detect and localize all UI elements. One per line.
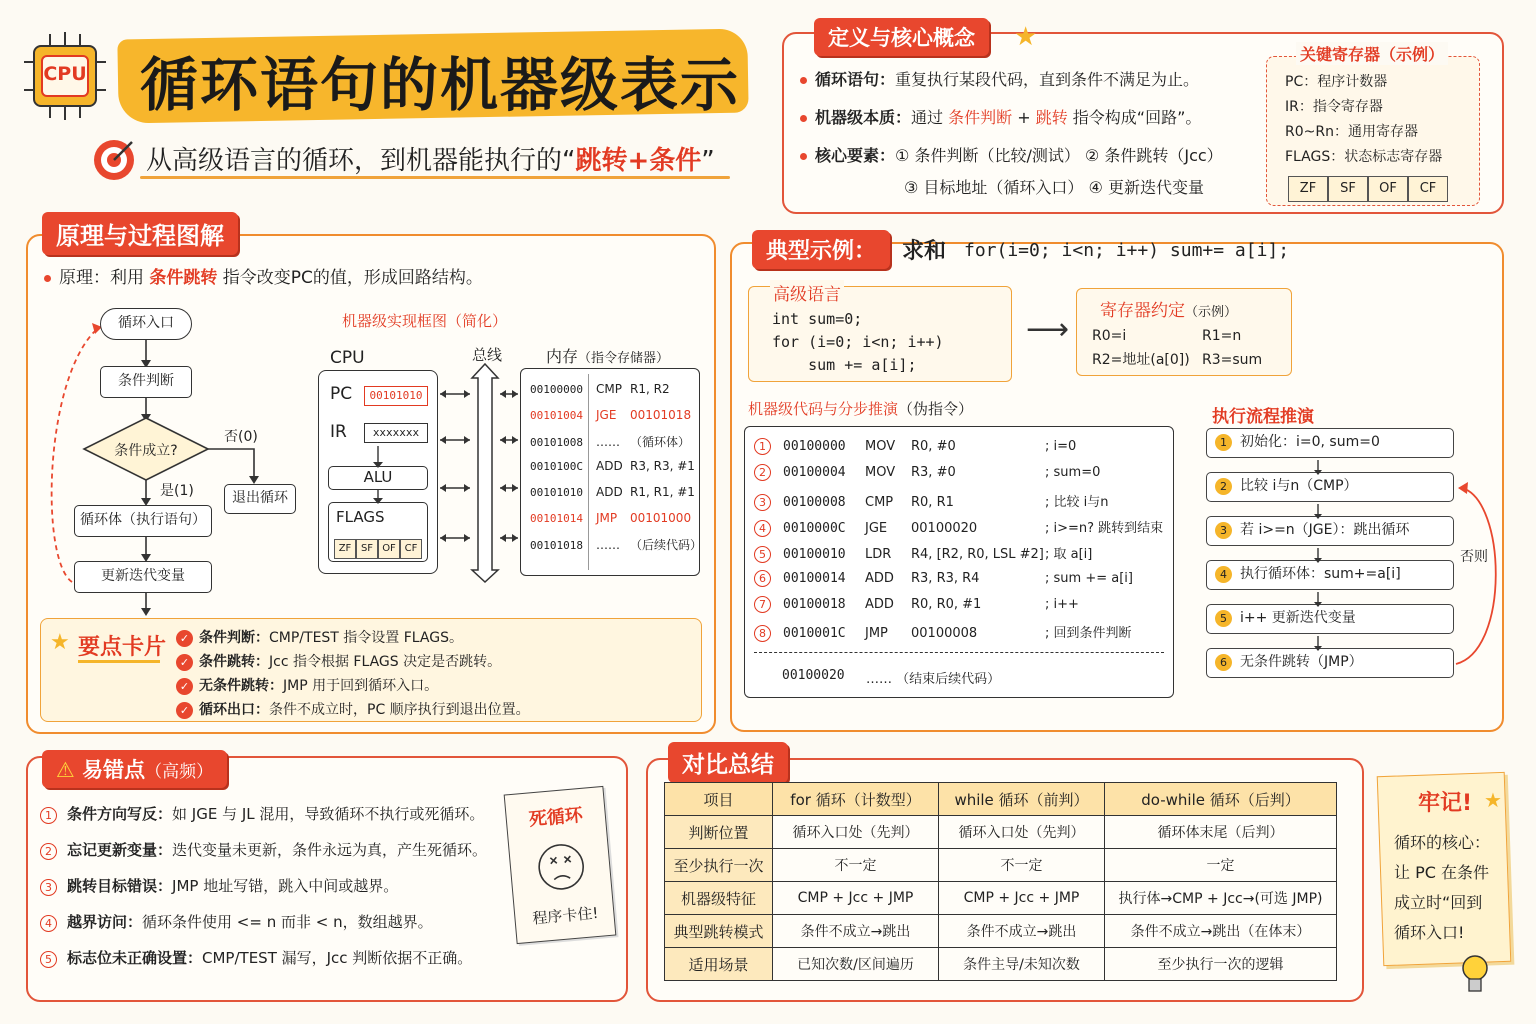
mistake-value: CMP/TEST 漏写，Jcc 判断依据不正确。 — [202, 949, 473, 967]
mc-op: MOV — [865, 465, 896, 481]
flow-judge: 条件判断 — [100, 366, 192, 398]
keycard-key: 循环出口： — [199, 702, 269, 718]
mc-addr: 00100008 — [783, 494, 846, 510]
mc-comment: ; 比较 i与n — [1045, 494, 1109, 510]
mistake-number: 2 — [40, 843, 57, 860]
remember-line: 循环的核心： — [1394, 833, 1491, 852]
hl-code-line: sum += a[i]; — [772, 356, 917, 374]
memory-addr: 00101008 — [530, 436, 583, 450]
mistake-item — [40, 796, 487, 832]
compare-cell: 至少执行一次的逻辑 — [1105, 948, 1337, 981]
compare-cell: 循环体末尾（后判） — [1105, 816, 1337, 849]
compare-cell: 循环入口处（先判） — [773, 816, 939, 849]
ir-register: xxxxxxx — [364, 423, 428, 443]
key-registers-title: 关键寄存器（示例） — [1296, 42, 1448, 65]
mc-comment: ; i>=n? 跳转到结束 — [1045, 520, 1164, 536]
reg-convention-title: 寄存器约定（示例） — [1100, 301, 1238, 321]
mc-step-number: 4 — [754, 520, 771, 537]
compare-cell: CMP + Jcc + JMP — [773, 882, 939, 915]
remember-star-icon: ★ — [1484, 788, 1502, 812]
mc-step-number: 8 — [754, 625, 771, 642]
mc-op: ADD — [865, 596, 894, 612]
memory-addr: 00101010 — [530, 485, 583, 499]
mc-op: CMP — [865, 494, 894, 510]
hl-code-title: 高级语言 — [770, 280, 844, 305]
mistake-item — [40, 832, 487, 868]
keycard-key: 条件跳转： — [199, 654, 269, 670]
check-icon: ✓ — [176, 654, 193, 671]
compare-cell: 执行体→CMP + Jcc→(可选 JMP) — [1105, 882, 1337, 915]
compare-cell: 条件不成立→跳出（在体末） — [1105, 915, 1337, 948]
key-register-item: PC：程序计数器 — [1285, 74, 1388, 90]
mc-step-number: 1 — [754, 438, 771, 455]
pc-label: PC — [330, 384, 353, 404]
compare-cell: CMP + Jcc + JMP — [939, 882, 1105, 915]
keycard-star-icon: ★ — [50, 630, 70, 655]
memory-addr: 00101018 — [530, 539, 583, 553]
compare-table-wrap — [664, 782, 1337, 981]
mistake-value: 迭代变量未更新，条件永远为真，产生死循环。 — [172, 841, 488, 859]
mc-step-number: 2 — [754, 464, 771, 481]
flow-entry: 循环入口 — [100, 308, 192, 340]
mistake-item — [40, 904, 487, 940]
dead-loop-card — [504, 786, 617, 944]
compare-cell: 条件不成立→跳出 — [773, 915, 939, 948]
exec-step-text: 比较 i与n（CMP） — [1240, 478, 1358, 494]
flow-update: 更新迭代变量 — [74, 561, 212, 593]
mc-arg: 00100020 — [911, 520, 978, 536]
mistakes-tag: ⚠ 易错点（高频） — [42, 750, 227, 788]
compare-header-cell: for 循环（计数型） — [773, 783, 939, 816]
exec-step-text: 执行循环体：sum+=a[i] — [1240, 566, 1401, 582]
pc-register: 00101010 — [364, 386, 428, 406]
mistake-key: 条件方向写反： — [67, 805, 173, 823]
flags-label: FLAGS — [336, 508, 385, 526]
compare-row — [665, 915, 1337, 948]
arch-flag-cell: OF — [378, 539, 400, 559]
mc-comment: ; i=0 — [1045, 439, 1077, 454]
example-tag-sum: 求和 — [902, 239, 947, 264]
def-bullet-elements-2: ③ 目标地址（循环入口） ④ 更新迭代变量 — [904, 178, 1204, 197]
arch-bus-label: 总线 — [472, 346, 503, 364]
memory-arg: 00101018 — [630, 407, 692, 422]
mistake-number: 1 — [40, 807, 57, 824]
memory-op: CMP — [596, 382, 622, 396]
compare-header-cell: 项目 — [665, 783, 773, 816]
dead-loop-foot: 程序卡住! — [531, 903, 600, 928]
flow-no-label: 否(0) — [224, 429, 258, 445]
mc-addr: 00100000 — [783, 439, 846, 454]
mc-op: MOV — [865, 439, 896, 454]
lightbulb-icon — [1460, 952, 1490, 998]
principle-tag: 原理与过程图解 — [42, 212, 238, 255]
mistake-value: JMP 地址写错，跳入中间或越界。 — [172, 877, 399, 895]
mc-op: LDR — [865, 547, 892, 563]
mc-step-number: 5 — [754, 546, 771, 563]
mistake-number: 4 — [40, 915, 57, 932]
warning-icon: ⚠ — [56, 758, 83, 782]
compare-header-cell: do-while 循环（后判） — [1105, 783, 1337, 816]
arch-mem-label: 内存（指令存储器） — [546, 347, 670, 366]
arch-flag-cell: ZF — [334, 539, 356, 559]
keycard-key: 无条件跳转： — [199, 678, 283, 694]
mistake-item — [40, 868, 487, 904]
flow-exit: 退出循环 — [224, 484, 296, 514]
memory-addr: 00100000 — [530, 383, 583, 396]
exec-step-number: 4 — [1215, 566, 1232, 583]
remember-line: 让 PC 在条件 — [1394, 863, 1489, 882]
memory-op: …… — [596, 435, 620, 450]
compare-cell: 不一定 — [939, 849, 1105, 882]
hl-code-line: int sum=0; — [772, 310, 863, 328]
memory-arg: R1, R1, #1 — [630, 484, 695, 499]
def-bullet-elements: 核心要素：① 条件判断（比较/测试） ② 条件跳转（Jcc） — [800, 146, 1223, 166]
arch-cpu-label: CPU — [330, 348, 365, 368]
exec-step-text: 初始化：i=0, sum=0 — [1240, 434, 1380, 450]
flow-condition: 条件成立? — [114, 443, 178, 459]
mc-comment: ; i++ — [1045, 596, 1079, 612]
exec-step-text: 无条件跳转（JMP） — [1240, 654, 1363, 670]
mistake-number: 3 — [40, 879, 57, 896]
arrow-right-icon: ⟶ — [1026, 312, 1070, 347]
compare-header-row — [665, 783, 1337, 816]
mistake-value: 循环条件使用 <= n 而非 < n，数组越界。 — [142, 913, 433, 931]
check-icon: ✓ — [176, 678, 193, 695]
exec-step-number: 2 — [1215, 478, 1232, 495]
definition-tag: 定义与核心概念 — [814, 18, 989, 56]
mistake-number: 5 — [40, 951, 57, 968]
mistake-key: 越界访问： — [67, 913, 143, 931]
mc-op: JGE — [865, 520, 888, 536]
memory-op: JMP — [596, 510, 618, 525]
check-icon: ✓ — [176, 702, 193, 719]
mc-comment: ; 取 a[i] — [1045, 547, 1093, 563]
compare-cell: 条件不成立→跳出 — [939, 915, 1105, 948]
dead-loop-title: 死循环 — [528, 804, 584, 831]
principle-line: 原理：利用 条件跳转 指令改变PC的值，形成回路结构。 — [44, 268, 483, 288]
remember-line: 循环入口! — [1394, 923, 1465, 942]
key-register-item: IR：指令寄存器 — [1285, 99, 1383, 115]
def-bullet-loop: 循环语句：重复执行某段代码，直到条件不满足为止。 — [800, 70, 1199, 90]
cpu-label: CPU — [43, 63, 87, 85]
mistake-item — [40, 940, 487, 976]
compare-row-header: 典型跳转模式 — [665, 915, 773, 948]
mc-comment: ; sum=0 — [1045, 465, 1101, 481]
mc-arg: R3, R3, R4 — [911, 570, 980, 586]
arch-title: 机器级实现框图（简化） — [342, 312, 508, 330]
compare-body — [665, 816, 1337, 981]
hl-code-line: for (i=0; i<n; i++) — [772, 333, 944, 351]
mc-addr: 00100018 — [783, 596, 846, 612]
flag-cell: OF — [1368, 176, 1408, 202]
example-code-line: for(i=0; i<n; i++) sum+= a[i]; — [964, 240, 1290, 261]
mc-addr: 00100010 — [783, 547, 846, 563]
ir-label: IR — [330, 422, 347, 442]
reg-convention-item: R3=sum — [1202, 352, 1263, 368]
exec-flow-else: 否则 — [1460, 549, 1488, 565]
example-tag: 典型示例： — [752, 230, 890, 269]
memory-op: JGE — [596, 407, 617, 422]
mc-end-addr: 00100020 — [782, 668, 845, 683]
arch-flag-cell: CF — [400, 539, 422, 559]
mc-arg: R0, R0, #1 — [911, 596, 982, 612]
mc-step-number: 6 — [754, 570, 771, 587]
memory-addr: 00101014 — [530, 511, 583, 525]
compare-row-header: 机器级特征 — [665, 882, 773, 915]
compare-cell: 一定 — [1105, 849, 1337, 882]
memory-addr: 00101004 — [530, 408, 583, 422]
mistake-key: 跳转目标错误： — [67, 877, 173, 895]
compare-cell: 不一定 — [773, 849, 939, 882]
mc-comment: ; 回到条件判断 — [1045, 626, 1132, 642]
remember-line: 成立时“回到 — [1394, 893, 1483, 912]
alu-box: ALU — [328, 466, 428, 490]
key-register-item: R0~Rn：通用寄存器 — [1285, 124, 1418, 140]
keycard-value: 条件不成立时，PC 顺序执行到退出位置。 — [269, 702, 530, 718]
exec-flow-title: 执行流程推演 — [1212, 407, 1314, 427]
compare-row-header: 适用场景 — [665, 948, 773, 981]
mc-arg: 00100008 — [911, 626, 978, 642]
exec-step-number: 1 — [1215, 434, 1232, 451]
keycard-value: CMP/TEST 指令设置 FLAGS。 — [269, 630, 463, 646]
compare-row — [665, 816, 1337, 849]
compare-cell: 条件主导/未知次数 — [939, 948, 1105, 981]
memory-arg: R3, R3, #1 — [630, 459, 695, 474]
exec-step-number: 6 — [1215, 654, 1232, 671]
keycard-title: 要点卡片 — [78, 635, 167, 660]
flag-cell: ZF — [1288, 176, 1328, 202]
keycard-key: 条件判断： — [199, 630, 269, 646]
mc-arg: R0, #0 — [911, 439, 956, 454]
def-bullet-essence: 机器级本质：通过 条件判断 + 跳转 指令构成“回路”。 — [800, 108, 1201, 128]
keycard-value: Jcc 指令根据 FLAGS 决定是否跳转。 — [269, 654, 502, 670]
memory-op: ADD — [596, 484, 623, 499]
arch-flag-cell: SF — [356, 539, 378, 559]
memory-op: ADD — [596, 459, 623, 474]
keycard-value: JMP 用于回到循环入口。 — [283, 678, 439, 694]
check-icon: ✓ — [176, 630, 193, 647]
mc-arg: R4, [R2, R0, LSL #2] — [911, 547, 1044, 563]
compare-row-header: 至少执行一次 — [665, 849, 773, 882]
mc-addr: 0010000C — [783, 520, 846, 536]
memory-arg: R1, R2 — [630, 382, 670, 396]
mistake-value: 如 JGE 与 JL 混用，导致循环不执行或死循环。 — [172, 805, 485, 823]
reg-convention-item: R2=地址(a[0]) — [1092, 352, 1190, 368]
mc-end-text: …… （结束后续代码） — [866, 672, 1001, 687]
compare-table — [664, 782, 1337, 981]
flow-body: 循环体（执行语句） — [74, 505, 212, 537]
memory-op: …… — [596, 538, 620, 553]
compare-tag: 对比总结 — [668, 742, 788, 783]
exec-step-text: i++ 更新迭代变量 — [1240, 610, 1356, 626]
exec-step-number: 5 — [1215, 610, 1232, 627]
reg-convention-item: R1=n — [1202, 328, 1242, 344]
memory-addr: 0010100C — [530, 460, 583, 474]
star-icon: ★ — [1014, 22, 1038, 52]
flow-yes-label: 是(1) — [160, 483, 194, 499]
page-title: 循环语句的机器级表示 — [140, 51, 741, 119]
compare-header-cell: while 循环（前判） — [939, 783, 1105, 816]
mc-addr: 00100004 — [783, 465, 846, 481]
compare-row-header: 判断位置 — [665, 816, 773, 849]
compare-row — [665, 882, 1337, 915]
mc-op: JMP — [865, 626, 888, 642]
flag-cell: CF — [1408, 176, 1448, 202]
key-register-item: FLAGS：状态标志寄存器 — [1285, 149, 1443, 165]
subtitle: 从高级语言的循环，到机器能执行的“跳转+条件” — [146, 146, 715, 176]
compare-cell: 循环入口处（先判） — [939, 816, 1105, 849]
exec-step-text: 若 i>=n（JGE）：跳出循环 — [1240, 522, 1410, 538]
mistake-items — [40, 796, 487, 976]
compare-cell: 已知次数/区间遍历 — [773, 948, 939, 981]
mc-addr: 0010001C — [783, 626, 846, 642]
reg-convention-item: R0=i — [1092, 328, 1127, 344]
mc-step-number: 3 — [754, 494, 771, 511]
mc-arg: R3, #0 — [911, 465, 956, 481]
remember-lines — [1394, 828, 1490, 948]
mistake-key: 忘记更新变量： — [67, 841, 173, 859]
mistake-key: 标志位未正确设置： — [67, 949, 203, 967]
exec-step-number: 3 — [1215, 522, 1232, 539]
mc-comment: ; sum += a[i] — [1045, 570, 1133, 586]
flag-cell: SF — [1328, 176, 1368, 202]
mc-title: 机器级代码与分步推演（伪指令） — [748, 400, 974, 418]
mc-op: ADD — [865, 570, 894, 586]
memory-arg: （循环体） — [630, 435, 691, 450]
mc-arg: R0, R1 — [911, 494, 954, 510]
memory-arg: 00101000 — [630, 510, 692, 525]
compare-row — [665, 849, 1337, 882]
remember-title: 牢记! — [1418, 791, 1473, 816]
mc-addr: 00100014 — [783, 570, 846, 586]
mc-step-number: 7 — [754, 596, 771, 613]
compare-row — [665, 948, 1337, 981]
memory-arg: （后续代码） — [630, 538, 703, 553]
